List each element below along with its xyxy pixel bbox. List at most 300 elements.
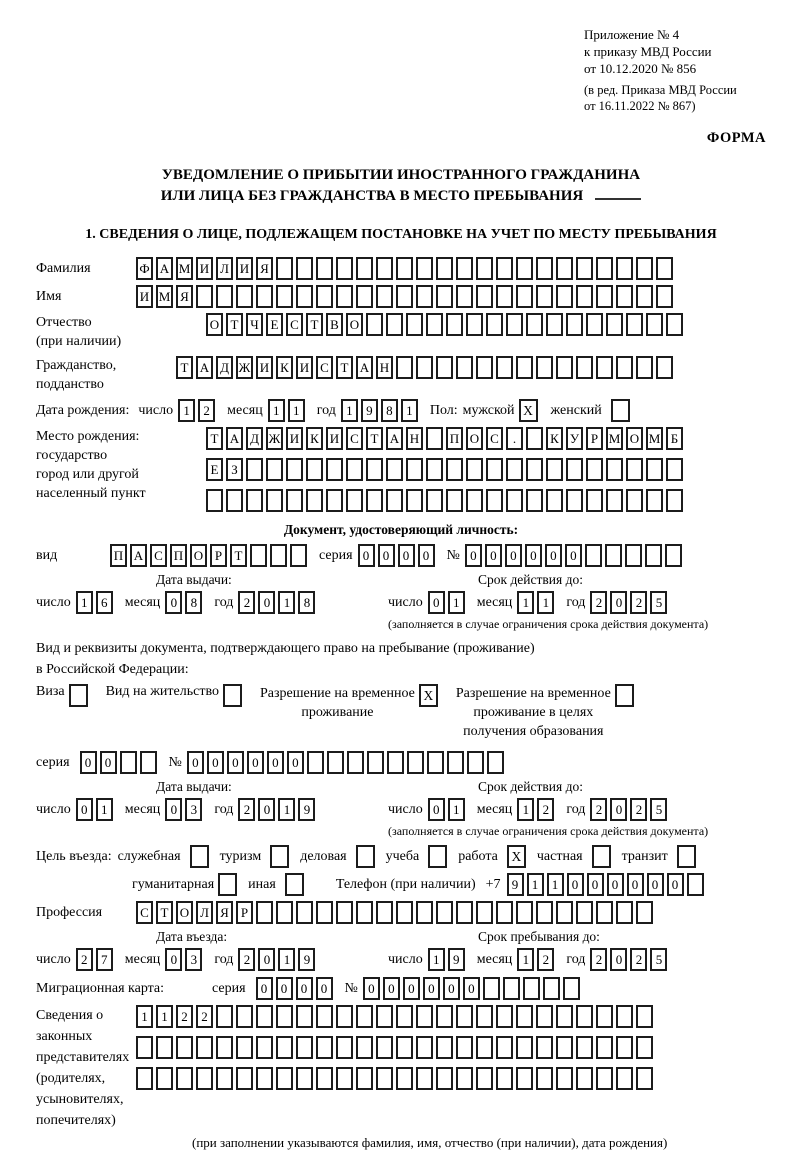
temp-permit-checkbox[interactable]: X: [419, 684, 438, 707]
char-cell[interactable]: [666, 313, 683, 336]
char-cell[interactable]: [347, 751, 364, 774]
char-cell[interactable]: 1: [96, 798, 113, 821]
char-cell[interactable]: [506, 458, 523, 481]
char-cell[interactable]: [636, 1036, 653, 1059]
char-cell[interactable]: [536, 901, 553, 924]
char-cell[interactable]: 0: [287, 751, 304, 774]
char-cell[interactable]: 2: [590, 948, 607, 971]
char-cell[interactable]: 8: [298, 591, 315, 614]
char-cell[interactable]: [226, 489, 243, 512]
char-cell[interactable]: 3: [185, 948, 202, 971]
char-cell[interactable]: А: [226, 427, 243, 450]
char-cell[interactable]: [416, 285, 433, 308]
char-cell[interactable]: [596, 1067, 613, 1090]
char-cell[interactable]: [336, 1036, 353, 1059]
char-cell[interactable]: А: [156, 257, 173, 280]
char-cell[interactable]: [596, 1005, 613, 1028]
char-cell[interactable]: [616, 356, 633, 379]
char-cell[interactable]: [376, 1067, 393, 1090]
char-cell[interactable]: 1: [547, 873, 564, 896]
char-cell[interactable]: [156, 1067, 173, 1090]
char-cell[interactable]: [386, 489, 403, 512]
char-cell[interactable]: [246, 489, 263, 512]
char-cell[interactable]: А: [356, 356, 373, 379]
char-cell[interactable]: С: [316, 356, 333, 379]
char-cell[interactable]: 0: [423, 977, 440, 1000]
char-cell[interactable]: Р: [210, 544, 227, 567]
char-cell[interactable]: [266, 489, 283, 512]
residence-permit-checkbox[interactable]: [223, 684, 242, 707]
char-cell[interactable]: [276, 901, 293, 924]
char-cell[interactable]: [566, 489, 583, 512]
char-cell[interactable]: 0: [187, 751, 204, 774]
char-cell[interactable]: [236, 285, 253, 308]
char-cell[interactable]: [596, 285, 613, 308]
char-cell[interactable]: 0: [165, 591, 182, 614]
char-cell[interactable]: [656, 356, 673, 379]
purpose-business-checkbox[interactable]: [190, 845, 209, 868]
char-cell[interactable]: [456, 356, 473, 379]
char-cell[interactable]: 0: [398, 544, 415, 567]
char-cell[interactable]: [516, 1005, 533, 1028]
char-cell[interactable]: .: [506, 427, 523, 450]
char-cell[interactable]: [616, 285, 633, 308]
char-cell[interactable]: 2: [630, 798, 647, 821]
char-cell[interactable]: [536, 1005, 553, 1028]
char-cell[interactable]: О: [346, 313, 363, 336]
char-cell[interactable]: 0: [647, 873, 664, 896]
char-cell[interactable]: [516, 356, 533, 379]
char-cell[interactable]: [136, 1036, 153, 1059]
char-cell[interactable]: 0: [443, 977, 460, 1000]
char-cell[interactable]: [496, 1036, 513, 1059]
char-cell[interactable]: 1: [156, 1005, 173, 1028]
purpose-commercial-checkbox[interactable]: [356, 845, 375, 868]
char-cell[interactable]: [316, 285, 333, 308]
char-cell[interactable]: 0: [76, 798, 93, 821]
char-cell[interactable]: 9: [298, 798, 315, 821]
char-cell[interactable]: [376, 257, 393, 280]
char-cell[interactable]: [576, 257, 593, 280]
char-cell[interactable]: [316, 1036, 333, 1059]
char-cell[interactable]: [366, 489, 383, 512]
char-cell[interactable]: Л: [216, 257, 233, 280]
char-cell[interactable]: 5: [650, 798, 667, 821]
char-cell[interactable]: [276, 285, 293, 308]
char-cell[interactable]: А: [386, 427, 403, 450]
char-cell[interactable]: Л: [196, 901, 213, 924]
char-cell[interactable]: 1: [428, 948, 445, 971]
char-cell[interactable]: 0: [256, 977, 273, 1000]
char-cell[interactable]: [136, 1067, 153, 1090]
char-cell[interactable]: [636, 1005, 653, 1028]
char-cell[interactable]: 8: [185, 591, 202, 614]
char-cell[interactable]: Т: [336, 356, 353, 379]
char-cell[interactable]: 1: [76, 591, 93, 614]
char-cell[interactable]: [216, 1036, 233, 1059]
char-cell[interactable]: [316, 901, 333, 924]
char-cell[interactable]: 2: [630, 591, 647, 614]
char-cell[interactable]: Е: [206, 458, 223, 481]
char-cell[interactable]: [536, 285, 553, 308]
purpose-tourism-checkbox[interactable]: [270, 845, 289, 868]
char-cell[interactable]: [586, 489, 603, 512]
char-cell[interactable]: [616, 1067, 633, 1090]
char-cell[interactable]: [656, 257, 673, 280]
char-cell[interactable]: Н: [406, 427, 423, 450]
char-cell[interactable]: [407, 751, 424, 774]
sex-male-checkbox[interactable]: X: [519, 399, 538, 422]
char-cell[interactable]: 1: [537, 591, 554, 614]
char-cell[interactable]: К: [276, 356, 293, 379]
char-cell[interactable]: [546, 458, 563, 481]
char-cell[interactable]: И: [236, 257, 253, 280]
char-cell[interactable]: [516, 1067, 533, 1090]
char-cell[interactable]: Я: [256, 257, 273, 280]
char-cell[interactable]: [406, 458, 423, 481]
char-cell[interactable]: [687, 873, 704, 896]
char-cell[interactable]: [556, 285, 573, 308]
char-cell[interactable]: [487, 751, 504, 774]
char-cell[interactable]: [336, 257, 353, 280]
char-cell[interactable]: [456, 1005, 473, 1028]
char-cell[interactable]: 0: [428, 798, 445, 821]
char-cell[interactable]: 1: [278, 798, 295, 821]
char-cell[interactable]: [396, 356, 413, 379]
char-cell[interactable]: [605, 544, 622, 567]
char-cell[interactable]: [456, 901, 473, 924]
char-cell[interactable]: [576, 285, 593, 308]
char-cell[interactable]: Т: [230, 544, 247, 567]
char-cell[interactable]: [446, 489, 463, 512]
char-cell[interactable]: С: [150, 544, 167, 567]
char-cell[interactable]: [326, 489, 343, 512]
char-cell[interactable]: [296, 285, 313, 308]
char-cell[interactable]: [466, 489, 483, 512]
char-cell[interactable]: [396, 901, 413, 924]
char-cell[interactable]: [476, 257, 493, 280]
char-cell[interactable]: [236, 1005, 253, 1028]
char-cell[interactable]: П: [110, 544, 127, 567]
char-cell[interactable]: [176, 1036, 193, 1059]
char-cell[interactable]: [416, 257, 433, 280]
char-cell[interactable]: [666, 489, 683, 512]
char-cell[interactable]: [476, 1036, 493, 1059]
char-cell[interactable]: [576, 1067, 593, 1090]
char-cell[interactable]: 1: [517, 591, 534, 614]
temp-permit-edu-checkbox[interactable]: [615, 684, 634, 707]
char-cell[interactable]: [427, 751, 444, 774]
char-cell[interactable]: 0: [610, 948, 627, 971]
char-cell[interactable]: [336, 1067, 353, 1090]
char-cell[interactable]: [467, 751, 484, 774]
char-cell[interactable]: [396, 257, 413, 280]
purpose-private-checkbox[interactable]: [592, 845, 611, 868]
char-cell[interactable]: [386, 313, 403, 336]
char-cell[interactable]: 0: [418, 544, 435, 567]
char-cell[interactable]: 1: [341, 399, 358, 422]
char-cell[interactable]: Р: [236, 901, 253, 924]
char-cell[interactable]: [446, 458, 463, 481]
char-cell[interactable]: М: [176, 257, 193, 280]
char-cell[interactable]: 1: [136, 1005, 153, 1028]
char-cell[interactable]: [616, 901, 633, 924]
char-cell[interactable]: [636, 356, 653, 379]
char-cell[interactable]: О: [206, 313, 223, 336]
char-cell[interactable]: [216, 1067, 233, 1090]
char-cell[interactable]: [516, 901, 533, 924]
char-cell[interactable]: И: [296, 356, 313, 379]
char-cell[interactable]: 9: [448, 948, 465, 971]
char-cell[interactable]: 0: [485, 544, 502, 567]
char-cell[interactable]: [486, 489, 503, 512]
char-cell[interactable]: [446, 313, 463, 336]
char-cell[interactable]: 5: [650, 948, 667, 971]
char-cell[interactable]: И: [256, 356, 273, 379]
char-cell[interactable]: 1: [401, 399, 418, 422]
char-cell[interactable]: [416, 1067, 433, 1090]
char-cell[interactable]: [456, 1067, 473, 1090]
char-cell[interactable]: [543, 977, 560, 1000]
char-cell[interactable]: О: [176, 901, 193, 924]
char-cell[interactable]: [606, 313, 623, 336]
char-cell[interactable]: [646, 313, 663, 336]
char-cell[interactable]: [256, 285, 273, 308]
char-cell[interactable]: [506, 489, 523, 512]
char-cell[interactable]: [636, 1067, 653, 1090]
char-cell[interactable]: [476, 356, 493, 379]
char-cell[interactable]: 9: [361, 399, 378, 422]
char-cell[interactable]: Т: [176, 356, 193, 379]
char-cell[interactable]: 0: [567, 873, 584, 896]
char-cell[interactable]: [256, 1067, 273, 1090]
char-cell[interactable]: [336, 285, 353, 308]
char-cell[interactable]: [366, 458, 383, 481]
char-cell[interactable]: С: [346, 427, 363, 450]
char-cell[interactable]: 1: [178, 399, 195, 422]
char-cell[interactable]: [476, 285, 493, 308]
char-cell[interactable]: [496, 1005, 513, 1028]
char-cell[interactable]: [636, 285, 653, 308]
char-cell[interactable]: [196, 1036, 213, 1059]
char-cell[interactable]: 2: [198, 399, 215, 422]
char-cell[interactable]: [546, 489, 563, 512]
char-cell[interactable]: [386, 458, 403, 481]
char-cell[interactable]: 1: [517, 798, 534, 821]
char-cell[interactable]: [256, 1005, 273, 1028]
char-cell[interactable]: П: [170, 544, 187, 567]
char-cell[interactable]: Т: [366, 427, 383, 450]
char-cell[interactable]: Т: [306, 313, 323, 336]
char-cell[interactable]: [436, 901, 453, 924]
char-cell[interactable]: 7: [96, 948, 113, 971]
char-cell[interactable]: [436, 257, 453, 280]
char-cell[interactable]: 0: [258, 948, 275, 971]
char-cell[interactable]: [496, 356, 513, 379]
char-cell[interactable]: У: [566, 427, 583, 450]
char-cell[interactable]: [276, 1067, 293, 1090]
char-cell[interactable]: [376, 1005, 393, 1028]
char-cell[interactable]: С: [286, 313, 303, 336]
char-cell[interactable]: О: [626, 427, 643, 450]
char-cell[interactable]: 2: [238, 948, 255, 971]
char-cell[interactable]: 2: [176, 1005, 193, 1028]
char-cell[interactable]: [356, 1036, 373, 1059]
char-cell[interactable]: 0: [607, 873, 624, 896]
char-cell[interactable]: [426, 489, 443, 512]
char-cell[interactable]: 0: [378, 544, 395, 567]
char-cell[interactable]: 3: [185, 798, 202, 821]
char-cell[interactable]: 0: [463, 977, 480, 1000]
char-cell[interactable]: 2: [537, 798, 554, 821]
char-cell[interactable]: [626, 489, 643, 512]
purpose-study-checkbox[interactable]: [428, 845, 447, 868]
char-cell[interactable]: С: [486, 427, 503, 450]
char-cell[interactable]: [276, 257, 293, 280]
char-cell[interactable]: [376, 1036, 393, 1059]
char-cell[interactable]: 5: [650, 591, 667, 614]
char-cell[interactable]: [286, 489, 303, 512]
char-cell[interactable]: [156, 1036, 173, 1059]
char-cell[interactable]: А: [196, 356, 213, 379]
char-cell[interactable]: [476, 1067, 493, 1090]
char-cell[interactable]: [526, 427, 543, 450]
char-cell[interactable]: [216, 1005, 233, 1028]
char-cell[interactable]: Я: [216, 901, 233, 924]
char-cell[interactable]: 1: [278, 591, 295, 614]
char-cell[interactable]: [536, 1067, 553, 1090]
char-cell[interactable]: 0: [610, 798, 627, 821]
char-cell[interactable]: Е: [266, 313, 283, 336]
char-cell[interactable]: [216, 285, 233, 308]
visa-checkbox[interactable]: [69, 684, 88, 707]
char-cell[interactable]: [396, 1067, 413, 1090]
char-cell[interactable]: 2: [238, 798, 255, 821]
char-cell[interactable]: И: [136, 285, 153, 308]
char-cell[interactable]: [665, 544, 682, 567]
char-cell[interactable]: [526, 313, 543, 336]
char-cell[interactable]: [626, 458, 643, 481]
char-cell[interactable]: [296, 257, 313, 280]
char-cell[interactable]: [326, 458, 343, 481]
char-cell[interactable]: 0: [428, 591, 445, 614]
char-cell[interactable]: [516, 257, 533, 280]
char-cell[interactable]: [336, 901, 353, 924]
char-cell[interactable]: [426, 427, 443, 450]
char-cell[interactable]: [585, 544, 602, 567]
char-cell[interactable]: [176, 1067, 193, 1090]
char-cell[interactable]: О: [466, 427, 483, 450]
char-cell[interactable]: [596, 1036, 613, 1059]
char-cell[interactable]: 0: [227, 751, 244, 774]
char-cell[interactable]: 0: [667, 873, 684, 896]
char-cell[interactable]: Ж: [266, 427, 283, 450]
char-cell[interactable]: [645, 544, 662, 567]
char-cell[interactable]: [546, 313, 563, 336]
char-cell[interactable]: Р: [586, 427, 603, 450]
char-cell[interactable]: 0: [610, 591, 627, 614]
char-cell[interactable]: Ч: [246, 313, 263, 336]
char-cell[interactable]: [307, 751, 324, 774]
char-cell[interactable]: [336, 1005, 353, 1028]
char-cell[interactable]: [246, 458, 263, 481]
char-cell[interactable]: [270, 544, 287, 567]
char-cell[interactable]: [576, 356, 593, 379]
sex-female-checkbox[interactable]: [611, 399, 630, 422]
char-cell[interactable]: 0: [165, 948, 182, 971]
char-cell[interactable]: 0: [465, 544, 482, 567]
char-cell[interactable]: [596, 901, 613, 924]
char-cell[interactable]: [436, 285, 453, 308]
char-cell[interactable]: [483, 977, 500, 1000]
char-cell[interactable]: [606, 489, 623, 512]
char-cell[interactable]: [636, 901, 653, 924]
char-cell[interactable]: 0: [296, 977, 313, 1000]
char-cell[interactable]: [236, 1036, 253, 1059]
char-cell[interactable]: [296, 1036, 313, 1059]
char-cell[interactable]: [140, 751, 157, 774]
char-cell[interactable]: [556, 257, 573, 280]
char-cell[interactable]: [356, 1067, 373, 1090]
char-cell[interactable]: 2: [537, 948, 554, 971]
char-cell[interactable]: [387, 751, 404, 774]
char-cell[interactable]: [576, 1036, 593, 1059]
char-cell[interactable]: [366, 313, 383, 336]
char-cell[interactable]: [416, 1036, 433, 1059]
char-cell[interactable]: [436, 1036, 453, 1059]
char-cell[interactable]: З: [226, 458, 243, 481]
char-cell[interactable]: [296, 1005, 313, 1028]
char-cell[interactable]: Т: [206, 427, 223, 450]
char-cell[interactable]: [316, 1005, 333, 1028]
char-cell[interactable]: 1: [448, 798, 465, 821]
char-cell[interactable]: Д: [246, 427, 263, 450]
char-cell[interactable]: М: [646, 427, 663, 450]
char-cell[interactable]: Д: [216, 356, 233, 379]
char-cell[interactable]: 8: [381, 399, 398, 422]
char-cell[interactable]: [556, 1005, 573, 1028]
char-cell[interactable]: [416, 1005, 433, 1028]
char-cell[interactable]: [456, 285, 473, 308]
char-cell[interactable]: [396, 285, 413, 308]
char-cell[interactable]: [556, 1036, 573, 1059]
char-cell[interactable]: [346, 458, 363, 481]
char-cell[interactable]: [447, 751, 464, 774]
char-cell[interactable]: 1: [288, 399, 305, 422]
char-cell[interactable]: [356, 1005, 373, 1028]
char-cell[interactable]: [436, 356, 453, 379]
char-cell[interactable]: [563, 977, 580, 1000]
char-cell[interactable]: И: [196, 257, 213, 280]
char-cell[interactable]: [523, 977, 540, 1000]
char-cell[interactable]: [586, 313, 603, 336]
char-cell[interactable]: [356, 901, 373, 924]
char-cell[interactable]: [196, 1067, 213, 1090]
char-cell[interactable]: [276, 1036, 293, 1059]
char-cell[interactable]: 0: [363, 977, 380, 1000]
char-cell[interactable]: 1: [517, 948, 534, 971]
char-cell[interactable]: 0: [358, 544, 375, 567]
char-cell[interactable]: [286, 458, 303, 481]
char-cell[interactable]: [596, 356, 613, 379]
char-cell[interactable]: Т: [156, 901, 173, 924]
char-cell[interactable]: 0: [276, 977, 293, 1000]
char-cell[interactable]: [396, 1005, 413, 1028]
char-cell[interactable]: И: [326, 427, 343, 450]
char-cell[interactable]: И: [286, 427, 303, 450]
char-cell[interactable]: [406, 489, 423, 512]
char-cell[interactable]: [306, 458, 323, 481]
